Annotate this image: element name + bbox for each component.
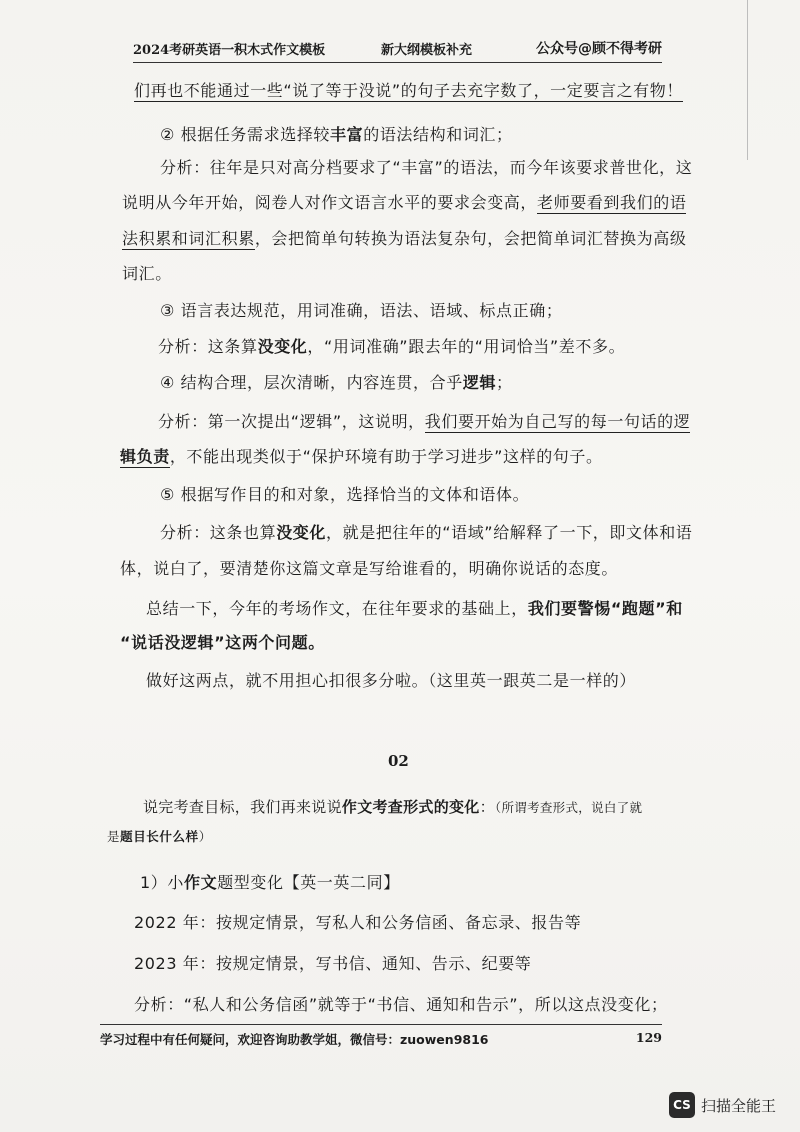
text-line-21: 2022 年：按规定情景，写私人和公务信函、备忘录、报告等 bbox=[134, 913, 582, 932]
camscanner-logo-icon: CS bbox=[669, 1092, 695, 1118]
text-line-1: 们再也不能通过一些“说了等于没说”的句子去充字数了，一定要言之有物！ bbox=[134, 81, 683, 100]
page-footer bbox=[100, 1024, 662, 1049]
text-line-22: 2023 年：按规定情景，写书信、通知、告示、纪要等 bbox=[134, 954, 532, 973]
text-line-15: 总结一下，今年的考场作文，在往年要求的基础上，我们要警惕“跑题”和 bbox=[146, 599, 683, 618]
text-line-12: ⑤ 根据写作目的和对象，选择恰当的文体和语体。 bbox=[160, 485, 530, 504]
text-line-11: 辑负责，不能出现类似于“保护环境有助于学习进步”这样的句子。 bbox=[120, 447, 603, 466]
page-header bbox=[133, 34, 662, 63]
text-line-18: 说完考查目标，我们再来说说作文考查形式的变化：（所谓考查形式，说白了就 bbox=[143, 798, 643, 816]
text-line-3: 分析：往年是只对高分档要求了“丰富”的语法，而今年该要求普世化，这 bbox=[160, 158, 693, 177]
text-line-20: 1）小作文题型变化【英一英二同】 bbox=[140, 873, 400, 892]
header-account: 公众号@顾不得考研 bbox=[536, 41, 662, 57]
text-line-8: 分析：这条算没变化，“用词准确”跟去年的“用词恰当”差不多。 bbox=[158, 337, 626, 356]
text-line-16: “说话没逻辑”这两个问题。 bbox=[120, 633, 325, 652]
text-line-5: 法积累和词汇积累，会把简单句转换为语法复杂句，会把简单词汇替换为高级 bbox=[122, 229, 687, 248]
text-line-10: 分析：第一次提出“逻辑”，这说明，我们要开始为自己写的每一句话的逻 bbox=[158, 412, 691, 431]
scanner-app-name: 扫描全能王 bbox=[700, 1096, 776, 1115]
text-line-6: 词汇。 bbox=[122, 264, 172, 283]
page-number: 129 bbox=[635, 1030, 662, 1045]
header-subtitle: 新大纲模板补充 bbox=[381, 43, 473, 58]
header-title: 2024考研英语一积木式作文模板 bbox=[133, 43, 326, 58]
text-line-23: 分析：“私人和公务信函”就等于“书信、通知和告示”，所以这点没变化； bbox=[134, 995, 668, 1014]
section-number: 02 bbox=[388, 752, 409, 770]
footer-contact: 学习过程中有任何疑问，欢迎咨询助教学姐，微信号：zuowen9816 bbox=[100, 1032, 489, 1047]
text-line-9: ④ 结构合理，层次清晰，内容连贯，合乎逻辑； bbox=[160, 373, 513, 392]
page-edge-line bbox=[747, 0, 748, 160]
text-line-17: 做好这两点，就不用担心扣很多分啦。（这里英一跟英二是一样的） bbox=[146, 671, 637, 690]
scanner-watermark bbox=[669, 1092, 776, 1118]
text-line-13: 分析：这条也算没变化，就是把往年的“语域”给解释了一下，即文体和语 bbox=[160, 523, 693, 542]
text-line-7: ③ 语言表达规范，用词准确，语法、语域、标点正确； bbox=[160, 301, 563, 320]
text-line-4: 说明从今年开始，阅卷人对作文语言水平的要求会变高，老师要看到我们的语 bbox=[122, 193, 687, 212]
text-line-2: ② 根据任务需求选择较丰富的语法结构和词汇； bbox=[160, 125, 513, 144]
text-line-19: 是题目长什么样） bbox=[107, 829, 212, 844]
text-line-14: 体，说白了，要清楚你这篇文章是写给谁看的，明确你说话的态度。 bbox=[120, 559, 619, 578]
